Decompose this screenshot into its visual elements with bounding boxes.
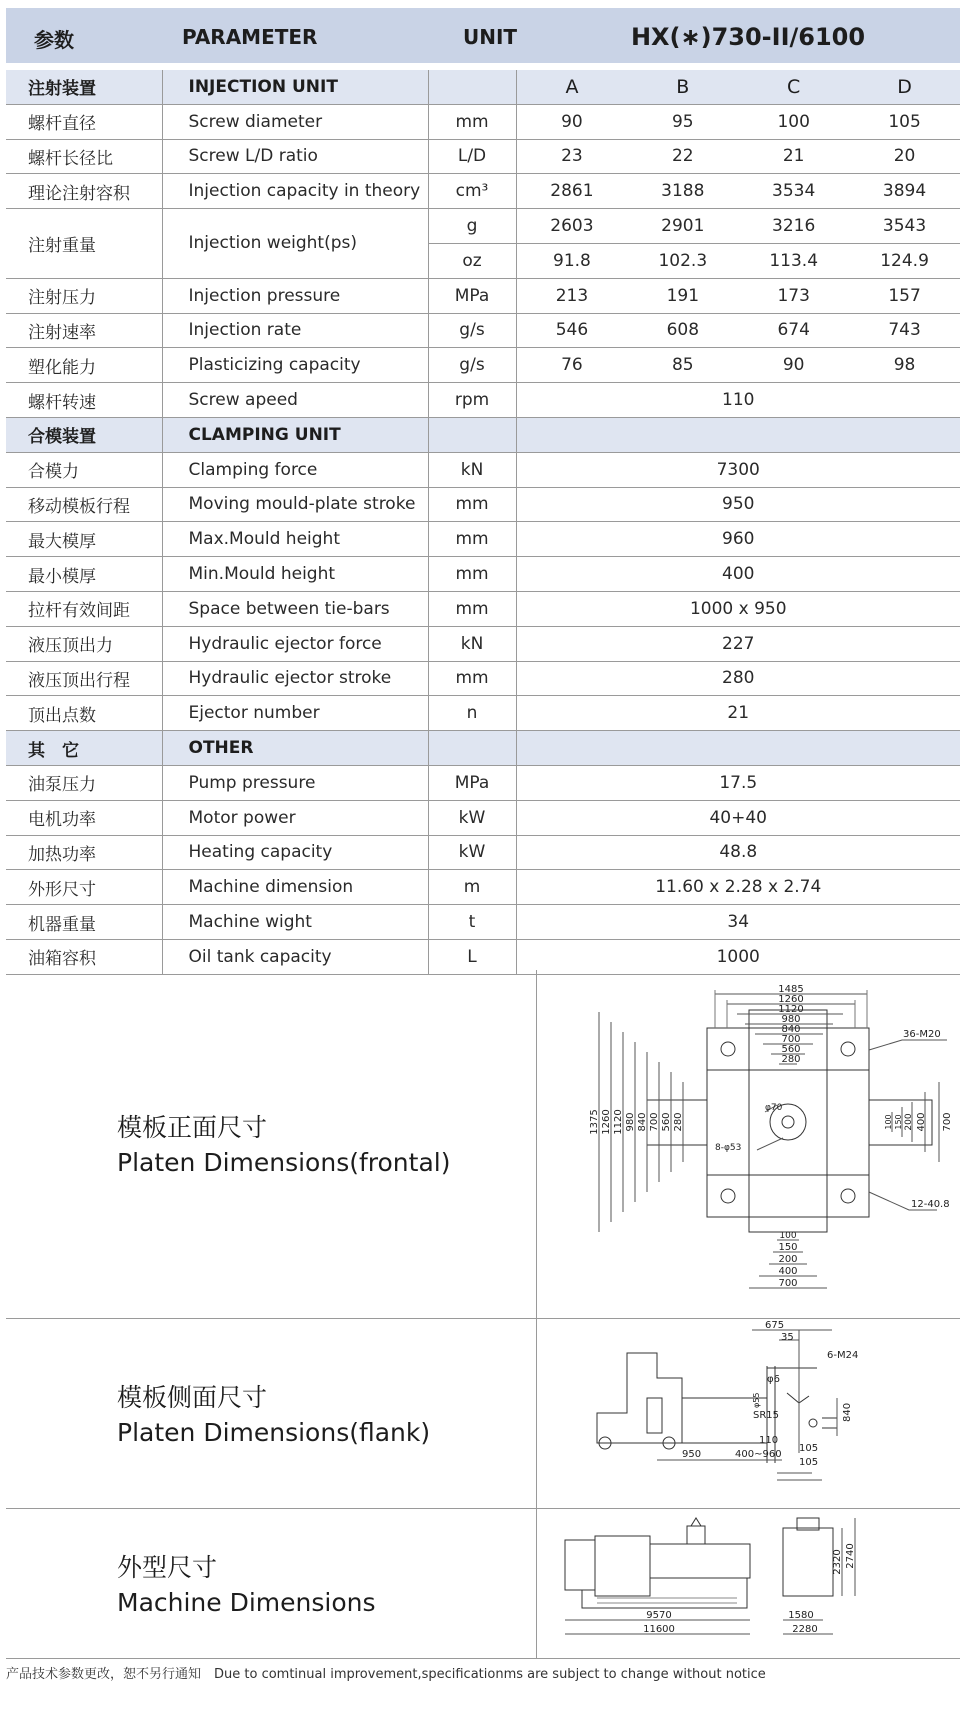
variant-c: C — [787, 75, 801, 98]
value-d: 105 — [888, 111, 921, 132]
row-value: 110 — [516, 383, 960, 418]
section-title-cn: 其 它 — [6, 731, 162, 766]
row-value: 1000 — [516, 939, 960, 974]
header-col-en: PARAMETER — [182, 25, 318, 49]
platen-center — [749, 1070, 827, 1175]
row-label-en: Max.Mould height — [162, 522, 428, 557]
row-label-cn: 顶出点数 — [6, 696, 162, 731]
machine-clamp-end — [565, 1540, 595, 1590]
table-row — [6, 104, 960, 139]
value-a: 2603 — [550, 216, 594, 237]
row-value: 17.5 — [516, 765, 960, 800]
value-d: 98 — [893, 355, 916, 376]
value-a: 91.8 — [553, 250, 591, 271]
table-row — [6, 661, 960, 696]
flank-dimensions-block — [6, 1318, 960, 1509]
spec-table — [6, 70, 960, 975]
dim-2320: 2320 — [832, 1549, 843, 1575]
dim-top-840: 840 — [781, 1024, 801, 1035]
tie-bar-tl — [707, 1028, 749, 1070]
section-injection — [6, 70, 960, 104]
dim-right-100: 100 — [884, 1114, 893, 1130]
table-row — [6, 800, 960, 835]
row-value: 960 — [516, 522, 960, 557]
row-label-cn: 液压顶出力 — [6, 626, 162, 661]
flank-label-en: Platen Dimensions(flank) — [117, 1418, 431, 1447]
header-col-cn: 参数 — [34, 28, 74, 52]
value-c: 21 — [782, 146, 805, 167]
row-value: 21 — [516, 696, 960, 731]
value-d: 124.9 — [880, 250, 929, 271]
dim-2280: 2280 — [792, 1624, 818, 1635]
dim-105b: 105 — [799, 1457, 819, 1468]
row-unit: t — [428, 905, 516, 940]
row-value: 280 — [516, 661, 960, 696]
row-unit: g/s — [428, 313, 516, 348]
section-clamping — [6, 417, 960, 452]
row-label-en: Machine wight — [162, 905, 428, 940]
row-label-cn: 注射速率 — [6, 313, 162, 348]
row-label-en: Screw diameter — [162, 104, 428, 139]
row-value: 400 — [516, 557, 960, 592]
table-row — [6, 278, 960, 313]
row-value: 950 — [516, 487, 960, 522]
row-label-cn: 液压顶出行程 — [6, 661, 162, 696]
dim-right-400: 400 — [916, 1112, 927, 1132]
dim-bottom-100: 100 — [779, 1231, 797, 1241]
dim-left-560: 560 — [661, 1112, 672, 1132]
row-value: 7300 — [516, 452, 960, 487]
row-label-en: Min.Mould height — [162, 557, 428, 592]
row-label-cn: 移动模板行程 — [6, 487, 162, 522]
row-label-en: Motor power — [162, 800, 428, 835]
value-c: 113.4 — [769, 250, 819, 271]
row-label-en: Ejector number — [162, 696, 428, 731]
row-value: 40+40 — [516, 800, 960, 835]
row-unit: kW — [428, 835, 516, 870]
table-row — [6, 487, 960, 522]
row-value: 34 — [516, 905, 960, 940]
row-label-cn: 最大模厚 — [6, 522, 162, 557]
frontal-label-cn: 模板正面尺寸 — [117, 1113, 268, 1142]
row-unit: mm — [428, 557, 516, 592]
dim-bottom-200: 200 — [778, 1254, 798, 1265]
value-d: 3543 — [882, 216, 927, 237]
row-value: 48.8 — [516, 835, 960, 870]
dim-950: 950 — [682, 1449, 702, 1460]
machine-hopper — [687, 1518, 705, 1544]
machine-clamping-unit — [595, 1536, 650, 1596]
row-unit: mm — [428, 661, 516, 696]
frontal-platen-drawing — [537, 970, 957, 1318]
value-b: 95 — [671, 111, 694, 132]
row-label-en: Injection weight(ps) — [162, 209, 428, 279]
table-row — [6, 905, 960, 940]
dim-110: 110 — [759, 1435, 779, 1446]
row-label-en: Clamping force — [162, 452, 428, 487]
value-b: 3188 — [661, 181, 705, 202]
row-label-cn: 合模力 — [6, 452, 162, 487]
row-label-en: Moving mould-plate stroke — [162, 487, 428, 522]
value-a: 23 — [561, 146, 583, 167]
dim-bottom-700: 700 — [778, 1278, 798, 1289]
value-b: 608 — [666, 320, 700, 341]
dim-left-700: 700 — [649, 1112, 660, 1132]
header-model: HX(∗)730-II/6100 — [630, 23, 866, 51]
table-row — [6, 557, 960, 592]
dim-left-280: 280 — [673, 1112, 684, 1132]
machine-outline-drawing — [537, 1508, 957, 1658]
row-label-cn: 拉杆有效间距 — [6, 591, 162, 626]
dim-400-960: 400~960 — [735, 1449, 782, 1460]
row-unit: L/D — [428, 139, 516, 174]
nozzle-detail — [787, 1393, 837, 1428]
row-label-en: Oil tank capacity — [162, 939, 428, 974]
row-label-cn: 外形尺寸 — [6, 870, 162, 905]
dim-105a: 105 — [799, 1443, 819, 1454]
table-row — [6, 939, 960, 974]
center-hole-label: φ70 — [765, 1103, 783, 1113]
row-label-cn: 螺杆长径比 — [6, 139, 162, 174]
row-value: 227 — [516, 626, 960, 661]
frontal-label-en: Platen Dimensions(frontal) — [117, 1148, 451, 1177]
dim-left-840: 840 — [637, 1112, 648, 1132]
row-label-en: Heating capacity — [162, 835, 428, 870]
tie-bar-br — [827, 1175, 869, 1217]
value-d: 3894 — [882, 181, 927, 202]
row-label-en: Injection rate — [162, 313, 428, 348]
value-a: 76 — [561, 355, 583, 376]
row-label-en: Hydraulic ejector stroke — [162, 661, 428, 696]
machine-label-cn: 外型尺寸 — [117, 1553, 218, 1582]
section-title-en: CLAMPING UNIT — [162, 417, 428, 452]
value-a: 2861 — [550, 181, 594, 202]
dim-top-980: 980 — [781, 1014, 801, 1025]
value-b: 85 — [671, 355, 694, 376]
row-label-cn: 机器重量 — [6, 905, 162, 940]
value-a: 90 — [561, 111, 583, 132]
value-d: 743 — [888, 320, 921, 341]
bolt-hole-label: 8-φ53 — [715, 1143, 742, 1153]
value-c: 3216 — [772, 216, 816, 237]
flank-platen-drawing — [537, 1318, 957, 1508]
table-row — [6, 626, 960, 661]
machine-label-en: Machine Dimensions — [117, 1588, 376, 1617]
value-a: 213 — [555, 285, 589, 306]
table-row — [6, 835, 960, 870]
dim-top-1260: 1260 — [778, 994, 804, 1005]
dim-right-200: 200 — [904, 1113, 914, 1131]
value-b: 2901 — [661, 216, 705, 237]
platen-guide — [597, 1366, 817, 1463]
row-label-en: Screw apeed — [162, 383, 428, 418]
table-row — [6, 452, 960, 487]
table-row — [6, 522, 960, 557]
table-row — [6, 209, 960, 244]
tie-bar-tr — [827, 1028, 869, 1070]
row-label-cn: 电机功率 — [6, 800, 162, 835]
header-col-unit: UNIT — [462, 25, 518, 49]
value-d: 20 — [893, 146, 916, 167]
row-label-cn: 螺杆转速 — [6, 383, 162, 418]
row-unit: mm — [428, 591, 516, 626]
value-c: 90 — [782, 355, 805, 376]
row-label-cn: 油泵压力 — [6, 765, 162, 800]
hole-label-m20: 36-M20 — [903, 1029, 941, 1040]
machine-injection-unit — [650, 1544, 750, 1578]
row-label-en: Screw L/D ratio — [162, 139, 428, 174]
dim-840: 840 — [842, 1402, 853, 1422]
value-b: 22 — [671, 146, 694, 167]
row-label-cn: 螺杆直径 — [6, 104, 162, 139]
dim-top-1485: 1485 — [778, 984, 804, 995]
dim-top-700: 700 — [781, 1034, 801, 1045]
row-unit: kN — [428, 452, 516, 487]
row-value: 11.60 x 2.28 x 2.74 — [516, 870, 960, 905]
row-unit: g — [428, 209, 516, 244]
dim-top-280: 280 — [781, 1054, 801, 1065]
value-c: 100 — [777, 111, 810, 132]
row-label-cn: 注射压力 — [6, 278, 162, 313]
table-row — [6, 696, 960, 731]
flank-label-cn: 模板侧面尺寸 — [117, 1383, 268, 1412]
footer-disclaimer: 产品技术参数更改，恕不另行通知 Due to comtinual improvement,specificationms are subject to change without notice — [6, 1667, 766, 1682]
variant-header — [517, 76, 960, 98]
row-unit: kW — [428, 800, 516, 835]
dim-6-m24: 6-M24 — [827, 1350, 859, 1361]
row-unit: oz — [428, 243, 516, 278]
row-unit: kN — [428, 626, 516, 661]
hole-label-40-8: 12-40.8 — [911, 1199, 950, 1210]
row-unit: mm — [428, 104, 516, 139]
row-label-en: Space between tie-bars — [162, 591, 428, 626]
value-d: 157 — [888, 285, 921, 306]
dim-left-980: 980 — [625, 1112, 636, 1132]
spec-table-body — [6, 70, 960, 974]
table-row — [6, 765, 960, 800]
row-unit: m — [428, 870, 516, 905]
row-unit: L — [428, 939, 516, 974]
value-b: 191 — [666, 285, 700, 306]
dim-bottom-150: 150 — [778, 1242, 798, 1253]
dim-35: 35 — [781, 1332, 794, 1343]
dim-left-1260: 1260 — [601, 1109, 612, 1135]
section-title-cn: 合模装置 — [6, 417, 162, 452]
row-label-cn: 理论注射容积 — [6, 174, 162, 209]
dim-9570: 9570 — [646, 1610, 672, 1621]
variant-a: A — [565, 75, 579, 98]
section-other — [6, 731, 960, 766]
dim-top-1120: 1120 — [778, 1004, 804, 1015]
platen-side-body — [597, 1353, 682, 1443]
row-unit: mm — [428, 487, 516, 522]
dim-11600: 11600 — [643, 1624, 675, 1635]
value-a: 546 — [555, 320, 589, 341]
value-b: 102.3 — [658, 250, 708, 271]
row-label-en: Machine dimension — [162, 870, 428, 905]
dim-right-700: 700 — [942, 1112, 953, 1132]
table-row — [6, 383, 960, 418]
row-unit: n — [428, 696, 516, 731]
row-value: 1000 x 950 — [516, 591, 960, 626]
row-label-cn: 加热功率 — [6, 835, 162, 870]
table-row — [6, 174, 960, 209]
row-unit: MPa — [428, 765, 516, 800]
table-row — [6, 348, 960, 383]
row-unit: MPa — [428, 278, 516, 313]
variant-b: B — [676, 75, 690, 98]
value-c: 173 — [777, 285, 810, 306]
row-label-en: Plasticizing capacity — [162, 348, 428, 383]
row-label-cn: 塑化能力 — [6, 348, 162, 383]
dim-phi6: φ6 — [767, 1374, 780, 1385]
dim-sr15: SR15 — [753, 1410, 780, 1421]
row-label-en: Pump pressure — [162, 765, 428, 800]
row-unit: g/s — [428, 348, 516, 383]
dim-1580: 1580 — [788, 1610, 814, 1621]
dim-675: 675 — [765, 1320, 785, 1331]
row-unit: rpm — [428, 383, 516, 418]
frontal-dimensions-block — [6, 970, 960, 1319]
value-c: 3534 — [772, 181, 816, 202]
table-row — [6, 870, 960, 905]
row-unit: cm³ — [428, 174, 516, 209]
section-title-cn: 注射装置 — [6, 70, 162, 104]
row-label-cn: 注射重量 — [6, 209, 162, 279]
row-label-en: Injection capacity in theory — [162, 174, 428, 209]
dim-right-150: 150 — [894, 1114, 903, 1130]
dim-2740: 2740 — [845, 1543, 856, 1569]
variant-d: D — [897, 75, 912, 98]
table-row — [6, 139, 960, 174]
section-title-en: OTHER — [162, 731, 428, 766]
row-label-cn: 油箱容积 — [6, 939, 162, 974]
machine-side-view — [783, 1528, 833, 1596]
row-unit: mm — [428, 522, 516, 557]
row-label-en: Hydraulic ejector force — [162, 626, 428, 661]
center-hole-inner — [782, 1116, 794, 1128]
value-c: 674 — [777, 320, 810, 341]
row-label-en: Injection pressure — [162, 278, 428, 313]
dim-left-1120: 1120 — [613, 1109, 624, 1135]
dim-top-560: 560 — [781, 1044, 801, 1055]
table-row — [6, 313, 960, 348]
dim-left-1375: 1375 — [589, 1109, 600, 1135]
dim-phi55: φ55 — [752, 1392, 761, 1408]
section-title-en: INJECTION UNIT — [162, 70, 428, 104]
tie-bar-bl — [707, 1175, 749, 1217]
table-row — [6, 591, 960, 626]
dim-bottom-400: 400 — [778, 1266, 798, 1277]
machine-dimensions-block — [6, 1508, 960, 1659]
row-label-cn: 最小模厚 — [6, 557, 162, 592]
